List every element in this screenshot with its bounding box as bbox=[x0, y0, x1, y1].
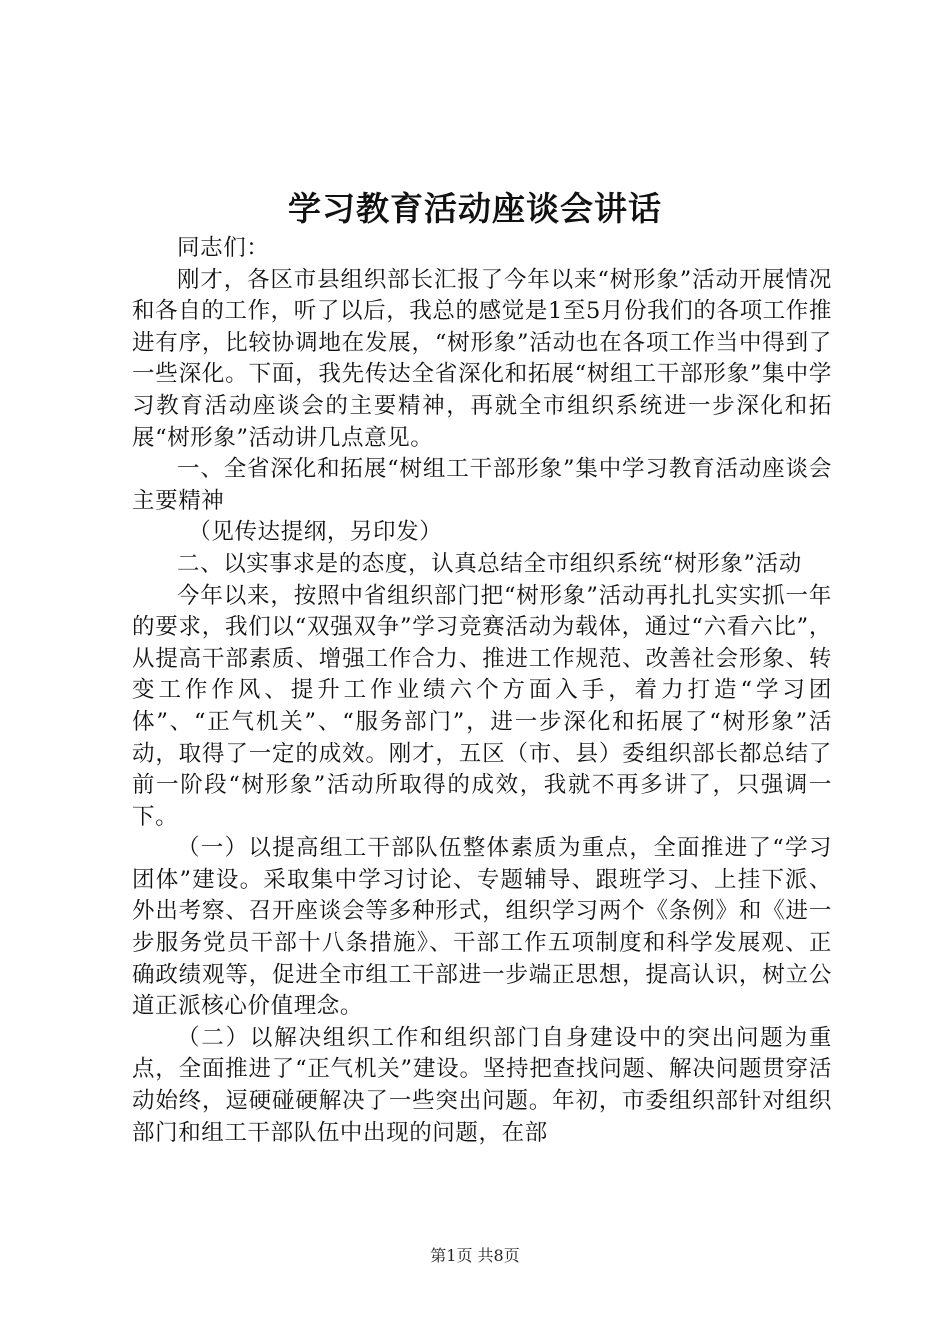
salutation: 同志们： bbox=[177, 235, 270, 261]
subsection-paragraph: （二）以解决组织工作和组织部门自身建设中的突出问题为重点，全面推进了“正气机关”建设。坚持把查找问题、解决问题贯穿活动始终，逗硬碰硬解决了一些突出问题。年初，市委组织部针对组织部门和组工干部队伍中出现的问题，在部 bbox=[132, 1024, 832, 1146]
page-footer: 第1页 共8页 bbox=[430, 1246, 520, 1265]
document-body bbox=[132, 233, 832, 1149]
subsection-paragraph: （一）以提高组工干部队伍整体素质为重点，全面推进了“学习团体”建设。采取集中学习讨论、专题辅导、跟班学习、上挂下派、外出考察、召开座谈会等多种形式，组织学习两个《条例》和《进一步服务党员干部十八条措施》、干部工作五项制度和科学发展观、正确政绩观等，促进全市组工干部进一步端正思想，提高认识，树立公道正派核心价值理念。 bbox=[132, 835, 832, 1020]
document-title: 学习教育活动座谈会讲话 bbox=[288, 189, 662, 228]
section-heading: 二、以实事求是的态度，认真总结全市组织系统“树形象”活动 bbox=[177, 550, 802, 577]
paragraph: 今年以来，按照中省组织部门把“树形象”活动再扎扎实实抓一年的要求，我们以“双强双争”学习竞赛活动为载体，通过“六看六比”，从提高干部素质、增强工作合力、推进工作规范、改善社会形象、转变工作作风、提升工作业绩六个方面入手，着力打造“学习团体”、“正气机关”、“服务部门”，进一步深化和拓展了“树形象”活动，取得了一定的成效。刚才，五区（市、县）委组织部长都总结了前一阶段“树形象”活动所取得的成效，我就不再多讲了，只强调一下。 bbox=[132, 582, 832, 830]
section-heading: 一、全省深化和拓展“树组工干部形象”集中学习教育活动座谈会主要精神 bbox=[132, 456, 832, 514]
paragraph: 刚才，各区市县组织部长汇报了今年以来“树形象”活动开展情况和各自的工作，听了以后，我总的感觉是1至5月份我们的各项工作推进有序，比较协调地在发展，“树形象”活动也在各项工作当中得到了一些深化。下面，我先传达全省深化和拓展“树组工干部形象”集中学习教育活动座谈会的主要精神，再就全市组织系统进一步深化和拓展“树形象”活动讲几点意见。 bbox=[132, 266, 832, 451]
paragraph-note: （见传达提纲，另印发） bbox=[188, 519, 443, 546]
